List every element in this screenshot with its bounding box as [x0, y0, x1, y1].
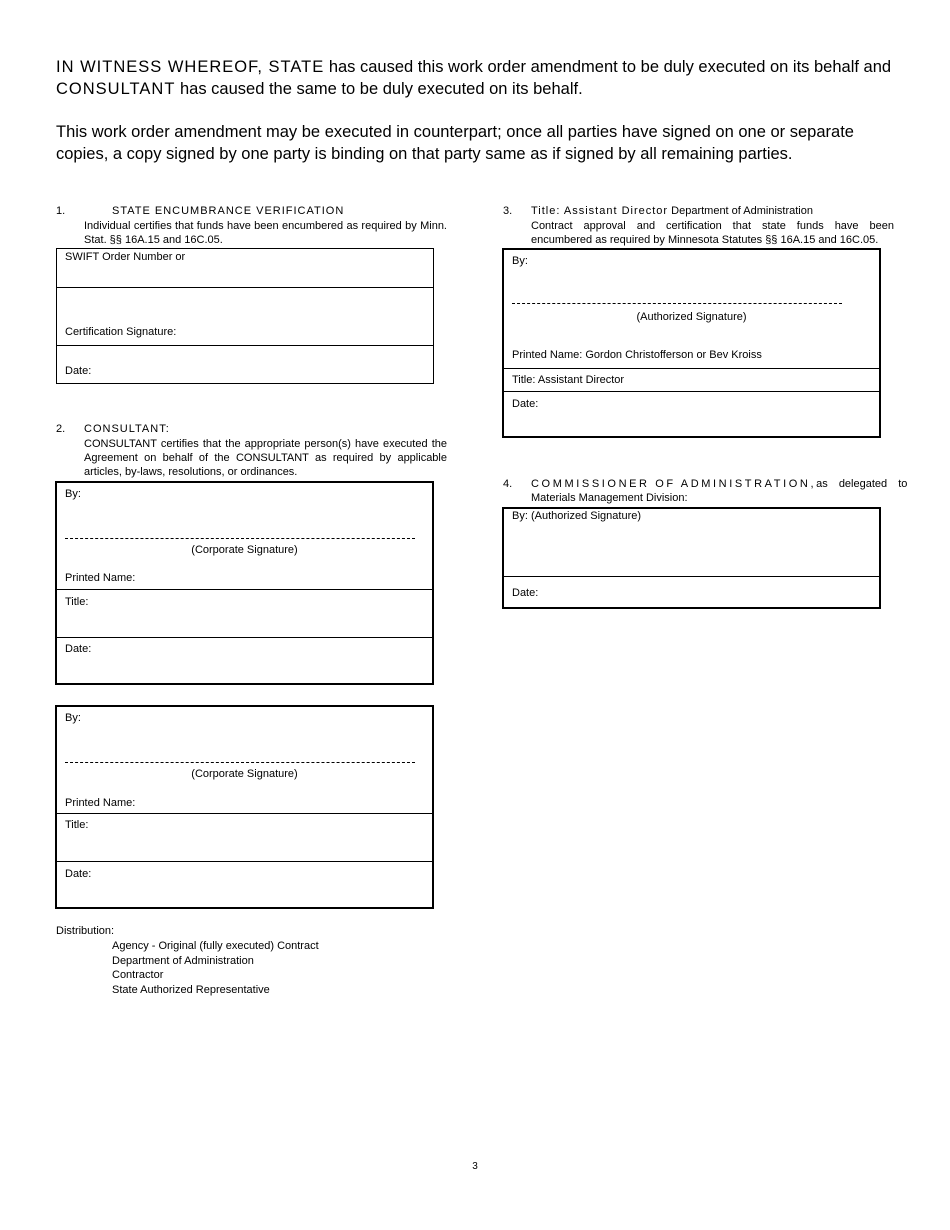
distribution-item: Department of Administration	[112, 954, 254, 967]
consultant-2-title-cell[interactable]	[57, 813, 432, 861]
section4-title: COMMISSIONER OF ADMINISTRATION,	[531, 478, 817, 490]
commissioner-date-cell[interactable]	[504, 576, 879, 607]
consultant-2-signature-cell[interactable]	[57, 707, 432, 813]
section2-description: CONSULTANT certifies that the appropriate person(s) have executed the Agreement on behalf of the CONSULTANT as required by applicable articles, by-laws, resolutions, or ordinances.	[84, 438, 447, 478]
commissioner-signature-cell[interactable]	[504, 509, 879, 576]
consultant-2-date-label: Date:	[65, 868, 92, 880]
agency-date-cell[interactable]	[504, 391, 879, 436]
consultant-2-sig-caption: (Corporate Signature)	[191, 768, 298, 780]
agency-signature-cell[interactable]	[504, 250, 879, 368]
commissioner-date-label: Date:	[512, 587, 539, 599]
section2-title: CONSULTANT:	[84, 423, 170, 435]
consultant-block-2	[55, 705, 434, 909]
commissioner-by-label: By: (Authorized Signature)	[512, 510, 642, 522]
witness-consultant: CONSULTANT	[56, 80, 176, 98]
distribution-list	[112, 939, 319, 998]
agency-sig-caption: (Authorized Signature)	[636, 311, 747, 323]
consultant-1-signature-line	[65, 538, 415, 539]
section1-number: 1.	[56, 205, 66, 217]
agency-title-cell[interactable]	[504, 368, 879, 391]
consultant-1-title-label: Title:	[65, 596, 89, 608]
section1-date-cell[interactable]	[57, 345, 433, 383]
section1-description: Individual certifies that funds have been encumbered as required by Minn. Stat. §§ 16A.15 and 16C.05.	[84, 220, 447, 246]
agency-date-label: Date:	[512, 398, 539, 410]
distribution-item: State Authorized Representative	[112, 984, 270, 997]
section4-number: 4.	[503, 478, 513, 490]
distribution-item: Contractor	[112, 969, 164, 982]
agency-signature-line	[512, 303, 842, 304]
section4-line2: Materials Management Division:	[531, 492, 688, 504]
counterpart-paragraph: This work order amendment may be executed in counterpart; once all parties have signed on one or separate copies, a copy signed by one party is binding on that party same as if signed by all remaining parties.	[56, 123, 854, 163]
swift-cell[interactable]	[57, 249, 433, 287]
cert-signature-cell[interactable]	[57, 287, 433, 345]
witness-mid: has caused this work order amendment to be duly executed on its behalf and	[324, 58, 892, 76]
page-number: 3	[472, 1161, 478, 1172]
consultant-2-by-label: By:	[65, 712, 81, 724]
agency-title: Title: Assistant Director	[512, 374, 625, 386]
witness-end: has caused the same to be duly executed on its behalf.	[175, 80, 583, 98]
agency-printed-name: Printed Name: Gordon Christofferson or Bev Kroiss	[512, 349, 762, 361]
distribution-item: Agency - Original (fully executed) Contract	[112, 940, 319, 952]
section3-title: Title: Assistant Director	[531, 205, 669, 217]
witness-paragraph	[56, 56, 896, 100]
consultant-2-title-label: Title:	[65, 819, 89, 831]
witness-lead: IN WITNESS WHEREOF, STATE	[56, 58, 325, 76]
consultant-2-date-cell[interactable]	[57, 861, 432, 907]
section3-heading	[531, 204, 813, 218]
section3-number: 3.	[503, 205, 513, 217]
consultant-1-title-cell[interactable]	[57, 589, 432, 637]
cert-signature-label: Certification Signature:	[65, 326, 177, 338]
consultant-1-printed-name-label: Printed Name:	[65, 572, 136, 584]
section4-title-rest: as delegated to	[816, 478, 908, 490]
encumbrance-box	[56, 248, 434, 384]
section4-heading	[531, 477, 908, 491]
section3-description: Contract approval and certification that state funds have been encumbered as required by Minnesota Statutes §§ 16A.15 and 16C.05.	[531, 220, 894, 246]
section1-date-label: Date:	[65, 365, 92, 377]
section2-number: 2.	[56, 423, 66, 435]
consultant-2-printed-name-label: Printed Name:	[65, 797, 136, 809]
consultant-1-date-label: Date:	[65, 643, 92, 655]
section1-title: STATE ENCUMBRANCE VERIFICATION	[112, 205, 345, 217]
consultant-block-1	[55, 481, 434, 685]
section3-agency: Department of Administration	[671, 205, 813, 217]
consultant-1-date-cell[interactable]	[57, 637, 432, 683]
consultant-1-sig-caption: (Corporate Signature)	[191, 544, 298, 556]
agency-by-label: By:	[512, 255, 528, 267]
commissioner-box	[502, 507, 881, 609]
swift-label: SWIFT Order Number or	[65, 251, 186, 263]
consultant-1-signature-cell[interactable]	[57, 483, 432, 589]
state-agency-box	[502, 248, 881, 438]
consultant-1-by-label: By:	[65, 488, 81, 500]
consultant-2-signature-line	[65, 762, 415, 763]
distribution-label: Distribution:	[56, 925, 115, 937]
